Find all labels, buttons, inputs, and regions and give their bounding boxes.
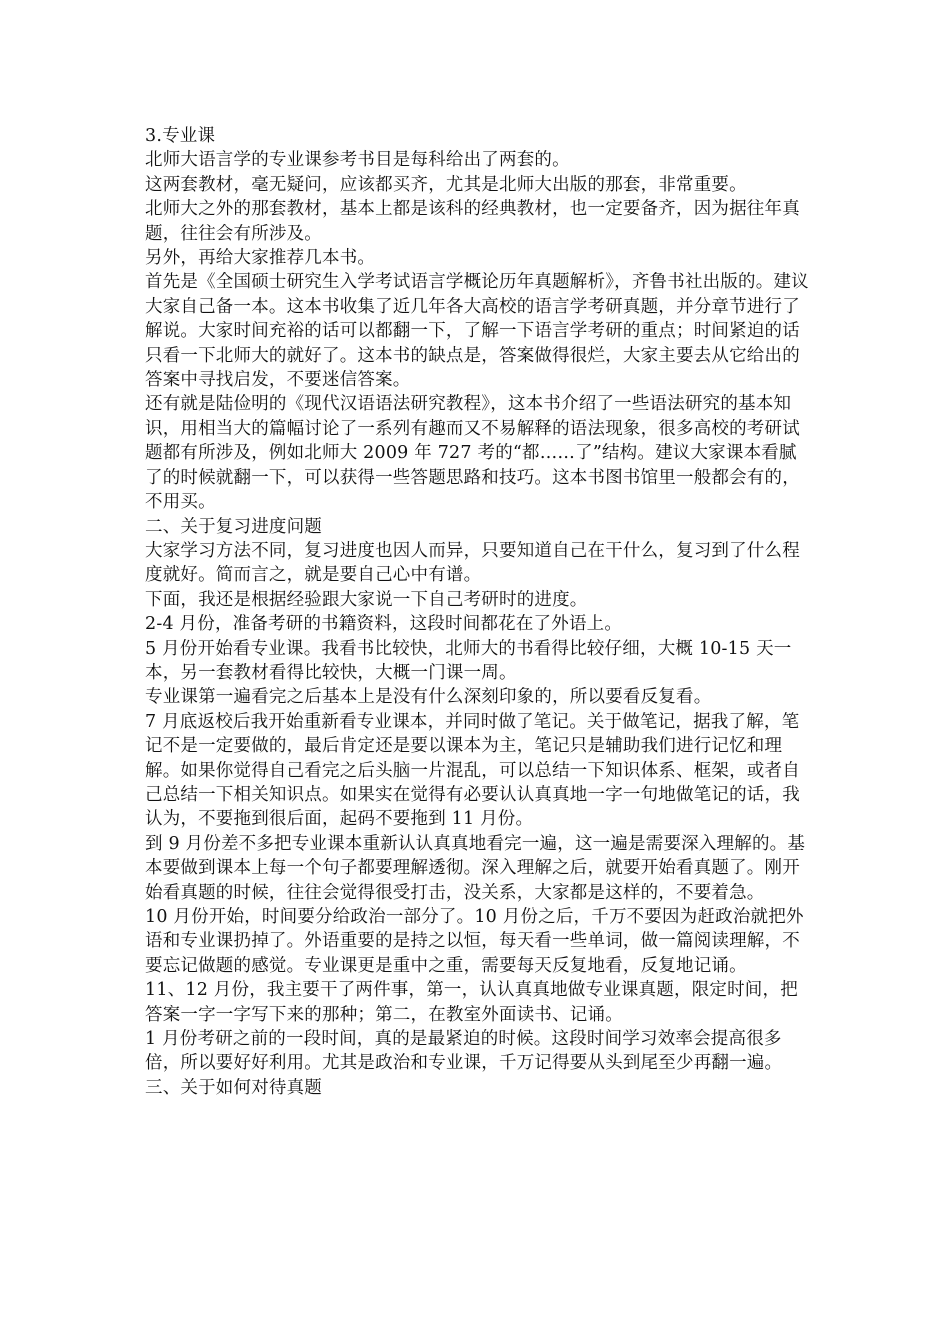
section-heading-past-exams: 三、关于如何对待真题 bbox=[145, 1077, 322, 1098]
paragraph: 北师大之外的那套教材，基本上都是该科的经典教材，也一定要备齐，因为据往年真题，往往会有所涉及。 bbox=[145, 199, 800, 244]
paragraph: 下面，我还是根据经验跟大家说一下自己考研时的进度。 bbox=[145, 589, 588, 610]
paragraph: 2-4 月份，准备考研的书籍资料，这段时间都花在了外语上。 bbox=[145, 614, 623, 635]
section-heading-major-courses: 3.专业课 bbox=[145, 126, 216, 146]
paragraph: 10 月份开始，时间要分给政治一部分了。10 月份之后，千万不要因为赶政治就把外语和专业课扔掉了。外语重要的是持之以恒，每天看一些单词，做一篇阅读理解，不要忘记做题的感觉。专业课更是重中之重，需要每天反复地看，反复地记诵。 bbox=[145, 907, 804, 976]
paragraph: 1 月份考研之前的一段时间，真的是最紧迫的时候。这段时间学习效率会提高很多倍，所以要好好利用。尤其是政治和专业课，千万记得要从头到尾至少再翻一遍。 bbox=[145, 1029, 783, 1074]
paragraph: 大家学习方法不同，复习进度也因人而异，只要知道自己在干什么，复习到了什么程度就好。简而言之，就是要自己心中有谱。 bbox=[145, 540, 800, 586]
paragraph: 北师大语言学的专业课参考书目是每科给出了两套的。 bbox=[145, 150, 570, 171]
paragraph: 5 月份开始看专业课。我看书比较快，北师大的书看得比较仔细，大概 10-15 天一本，另一套教材看得比较快，大概一门课一周。 bbox=[145, 638, 792, 683]
paragraph: 专业课第一遍看完之后基本上是没有什么深刻印象的，所以要看反复看。 bbox=[145, 687, 712, 708]
paragraph: 还有就是陆俭明的《现代汉语语法研究教程》，这本书介绍了一些语法研究的基本知识，用相当大的篇幅讨论了一系列有趣而又不易解释的语法现象，很多高校的考研试题都有所涉及，例如北师大 2009 年 727 考的“都……了”结构。建议大家课本看腻了的时候就翻一下，可以获得一些答题思路和技巧。这本书图书馆里一般都会有的，不用买。 bbox=[145, 394, 800, 513]
paragraph: 另外，再给大家推荐几本书。 bbox=[145, 248, 376, 269]
document-body bbox=[145, 124, 810, 1100]
paragraph: 首先是《全国硕士研究生入学考试语言学概论历年真题解析》，齐鲁书社出版的。建议大家自己备一本。这本书收集了近几年各大高校的语言学考研真题，并分章节进行了解说。大家时间充裕的话可以都翻一下，了解一下语言学考研的重点；时间紧迫的话只看一下北师大的就好了。这本书的缺点是，答案做得很烂，大家主要去从它给出的答案中寻找启发，不要迷信答案。 bbox=[145, 272, 809, 391]
paragraph: 这两套教材，毫无疑问，应该都买齐，尤其是北师大出版的那套，非常重要。 bbox=[145, 174, 747, 195]
section-heading-review-progress: 二、关于复习进度问题 bbox=[145, 516, 322, 537]
paragraph: 到 9 月份差不多把专业课本重新认认真真地看完一遍，这一遍是需要深入理解的。基本要做到课本上每一个句子都要理解透彻。深入理解之后，就要开始看真题了。刚开始看真题的时候，往往会觉得很受打击，没关系，大家都是这样的，不要着急。 bbox=[145, 833, 806, 903]
paragraph: 11、12 月份，我主要干了两件事，第一，认认真真地做专业课真题，限定时间，把答案一字一字写下来的那种；第二，在教室外面读书、记诵。 bbox=[145, 980, 798, 1025]
paragraph: 7 月底返校后我开始重新看专业课本，并同时做了笔记。关于做笔记，据我了解，笔记不是一定要做的，最后肯定还是要以课本为主，笔记只是辅助我们进行记忆和理解。如果你觉得自己看完之后头脑一片混乱，可以总结一下知识体系、框架，或者自己总结一下相关知识点。如果实在觉得有必要认认真真地一字一句地做笔记的话，我认为，不要拖到很后面，起码不要拖到 11 月份。 bbox=[145, 711, 800, 830]
